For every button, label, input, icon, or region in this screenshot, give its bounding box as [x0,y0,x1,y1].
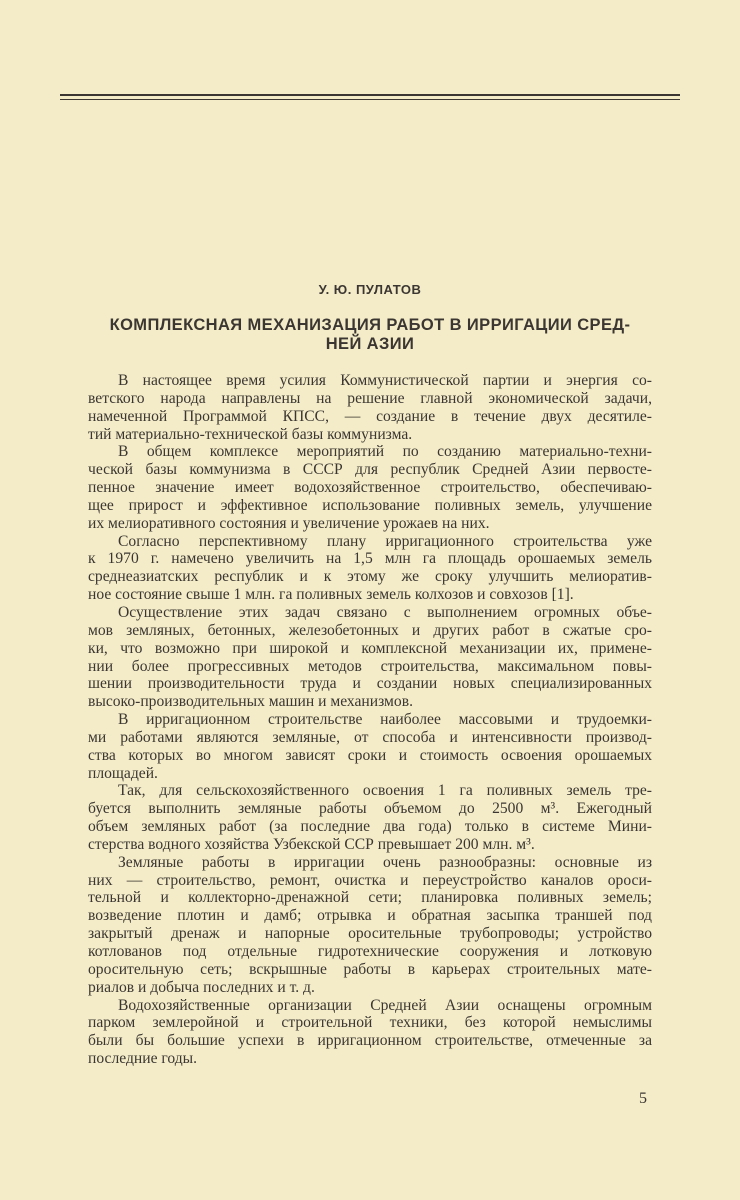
text-line: тельной и коллекторно-дренажной сети; планировка поливных земель; [88,889,652,907]
text-line: буется выполнить земляные работы объемом до 2500 м³. Ежегодный [88,800,652,818]
text-line: закрытый дренаж и напорные оросительные трубопроводы; устройство [88,925,652,943]
text-line: намеченной Программой КПСС, — создание в течение двух десятиле- [88,407,652,425]
text-line: шении производительности труда и создании новых специализированных [88,675,652,693]
paragraph [88,782,652,853]
page-number: 5 [639,1090,647,1107]
text-line: щее прирост и эффективное использование поливных земель, улучшение [88,496,652,514]
text-line: них — строительство, ремонт, очистка и переустройство каналов ороси- [88,871,652,889]
paragraph [88,997,652,1068]
author-name: У. Ю. ПУЛАТОВ [318,282,422,297]
text-line: Так, для сельскохозяйственного освоения 1 га поливных земель тре- [118,782,652,800]
text-line: котлованов под отдельные гидротехнические сооружения и лотковую [88,943,652,960]
paragraph [88,533,652,604]
text-line: В ирригационном строительстве наиболее массовыми и трудоемки- [118,711,652,729]
text-line: последние годы. [88,1050,198,1068]
header-rule-bottom [60,99,680,100]
title-line: КОМПЛЕКСНАЯ МЕХАНИЗАЦИЯ РАБОТ В ИРРИГАЦИИ СРЕД- [109,316,631,334]
text-line: среднеазиатских республик и к этому же сроку улучшить мелиоратив- [88,568,652,586]
text-line: парком землеройной и строительной техники, без которой немыслимы [88,1014,652,1032]
text-line: ки, что возможно при широкой и комплексной механизации их, примене- [88,639,652,657]
text-line: ческой базы коммунизма в СССР для республик Средней Азии первосте- [88,461,652,479]
text-line: ми работами являются земляные, от способа и интенсивности производ- [88,728,652,746]
text-line: ства которых во многом зависят сроки и стоимость освоения орошаемых [88,746,652,764]
header-rule-top [60,94,680,96]
paragraph [88,443,652,532]
text-line: тий материально-технической базы коммунизма. [88,425,413,443]
text-line: были бы большие успехи в ирригационном строительстве, отмеченные за [88,1032,652,1050]
text-line: ное состояние свыше 1 млн. га поливных земель колхозов и совхозов [1]. [88,586,574,604]
text-line: возведение плотин и дамб; отрывка и обратная засыпка траншей под [88,907,652,925]
title-line: НЕЙ АЗИИ [325,335,415,353]
article-title [60,316,680,354]
text-line: риалов и добыча последних и т. д. [88,978,315,996]
text-line: высоко-производительных машин и механизмов. [88,693,413,711]
text-line: Земляные работы в ирригации очень разнообразны: основные из [118,853,652,871]
text-line: к 1970 г. намечено увеличить на 1,5 млн га площадь орошаемых земель [88,550,652,568]
text-line: В настоящее время усилия Коммунистической партии и энергия со- [118,372,652,389]
text-line: Согласно перспективному плану ирригационного строительства уже [118,532,652,550]
text-line: их мелиоративного состояния и увеличение урожаев на них. [88,514,490,532]
text-line: Осуществление этих задач связано с выполнением огромных объе- [118,603,652,621]
text-line: площадей. [88,764,158,782]
article-body [88,372,652,1068]
text-line: Водохозяйственные организации Средней Азии оснащены огромным [118,996,652,1014]
paragraph [88,854,652,997]
text-line: нии более прогрессивных методов строительства, максимальном повы- [88,657,652,675]
paragraph [88,711,652,782]
text-line: пенное значение имеет водохозяйственное строительство, обеспечиваю- [88,479,652,497]
text-line: ветского народа направлены на решение главной экономической задачи, [88,389,652,407]
text-line: оросительную сеть; вскрышные работы в карьерах строительных мате- [88,960,652,978]
text-line: стерства водного хозяйства Узбекской ССР превышает 200 млн. м³. [88,835,535,853]
paragraph [88,604,652,711]
text-line: объем земляных работ (за последние два года) только в системе Мини- [88,818,652,836]
text-line: В общем комплексе мероприятий по созданию материально-техни- [118,443,652,461]
text-line: мов земляных, бетонных, железобетонных и других работ в сжатые сро- [88,621,652,639]
paragraph [88,372,652,443]
